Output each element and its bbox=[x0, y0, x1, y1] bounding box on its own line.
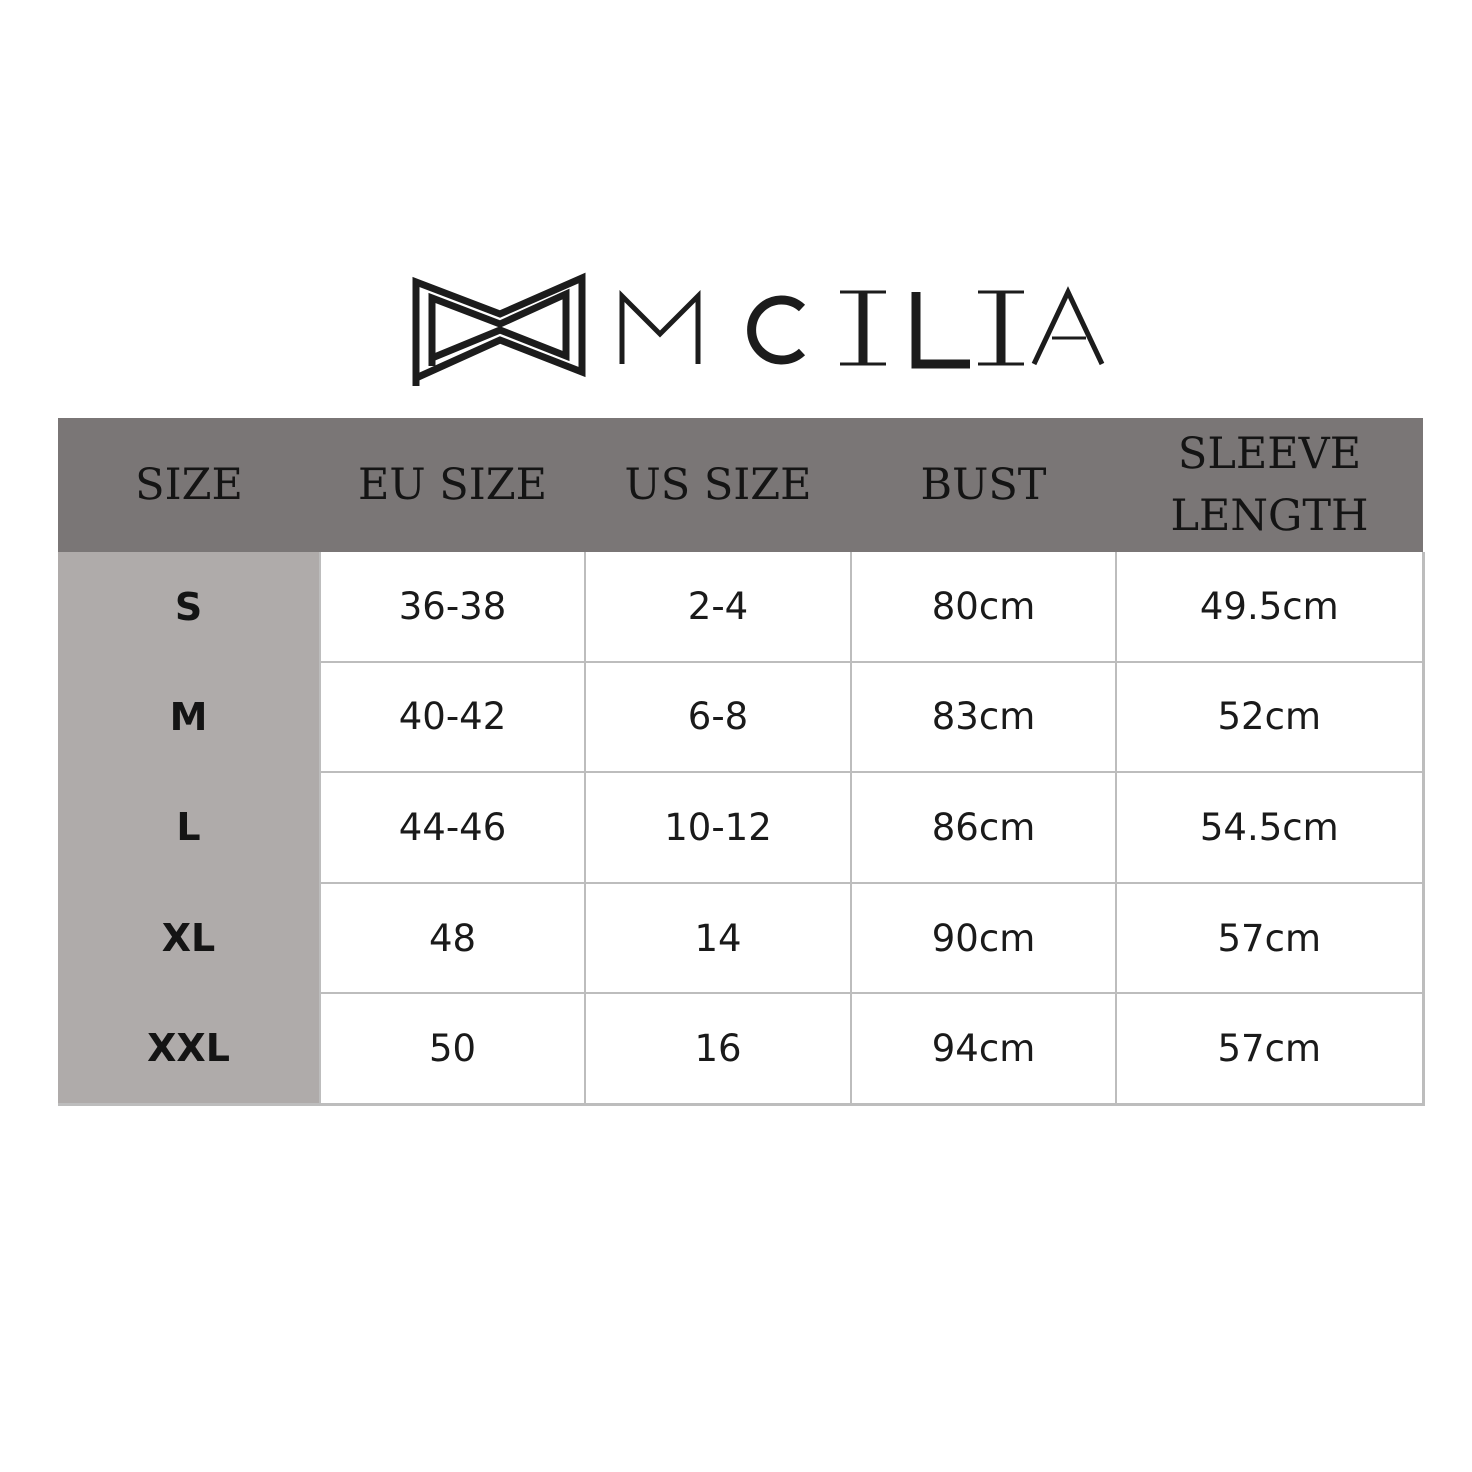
eu-size-cell: 44-46 bbox=[320, 772, 585, 883]
table-row bbox=[58, 993, 1423, 1104]
bust-cell: 80cm bbox=[851, 552, 1116, 662]
eu-size-cell: 36-38 bbox=[320, 552, 585, 662]
bust-cell: 94cm bbox=[851, 993, 1116, 1104]
bust-cell: 90cm bbox=[851, 883, 1116, 994]
table-body bbox=[58, 552, 1423, 1105]
size-label: M bbox=[58, 662, 320, 773]
us-size-cell: 14 bbox=[585, 883, 851, 994]
table-row bbox=[58, 552, 1423, 662]
size-chart-table bbox=[58, 418, 1425, 1106]
eu-size-cell: 48 bbox=[320, 883, 585, 994]
sleeve-length-cell: 57cm bbox=[1116, 883, 1423, 994]
header-eu-size: EU SIZE bbox=[320, 418, 585, 552]
us-size-cell: 16 bbox=[585, 993, 851, 1104]
size-label: XXL bbox=[58, 993, 320, 1104]
table-header bbox=[58, 418, 1423, 552]
us-size-cell: 10-12 bbox=[585, 772, 851, 883]
size-label: L bbox=[58, 772, 320, 883]
header-size: SIZE bbox=[58, 418, 320, 552]
us-size-cell: 2-4 bbox=[585, 552, 851, 662]
header-sleeve-length: SLEEVE LENGTH bbox=[1116, 418, 1423, 552]
size-label: S bbox=[58, 552, 320, 662]
table-row bbox=[58, 662, 1423, 773]
size-label: XL bbox=[58, 883, 320, 994]
header-bust: BUST bbox=[851, 418, 1116, 552]
logo-wordmark bbox=[622, 292, 1102, 364]
eu-size-cell: 40-42 bbox=[320, 662, 585, 773]
bust-cell: 86cm bbox=[851, 772, 1116, 883]
sleeve-length-cell: 52cm bbox=[1116, 662, 1423, 773]
sleeve-length-cell: 54.5cm bbox=[1116, 772, 1423, 883]
header-row bbox=[58, 418, 1423, 552]
us-size-cell: 6-8 bbox=[585, 662, 851, 773]
brand-logo bbox=[410, 268, 1110, 390]
table-row bbox=[58, 772, 1423, 883]
bust-cell: 83cm bbox=[851, 662, 1116, 773]
bowtie-m-icon bbox=[410, 268, 1110, 390]
sleeve-length-cell: 57cm bbox=[1116, 993, 1423, 1104]
sleeve-length-cell: 49.5cm bbox=[1116, 552, 1423, 662]
table-row bbox=[58, 883, 1423, 994]
eu-size-cell: 50 bbox=[320, 993, 585, 1104]
header-us-size: US SIZE bbox=[585, 418, 851, 552]
